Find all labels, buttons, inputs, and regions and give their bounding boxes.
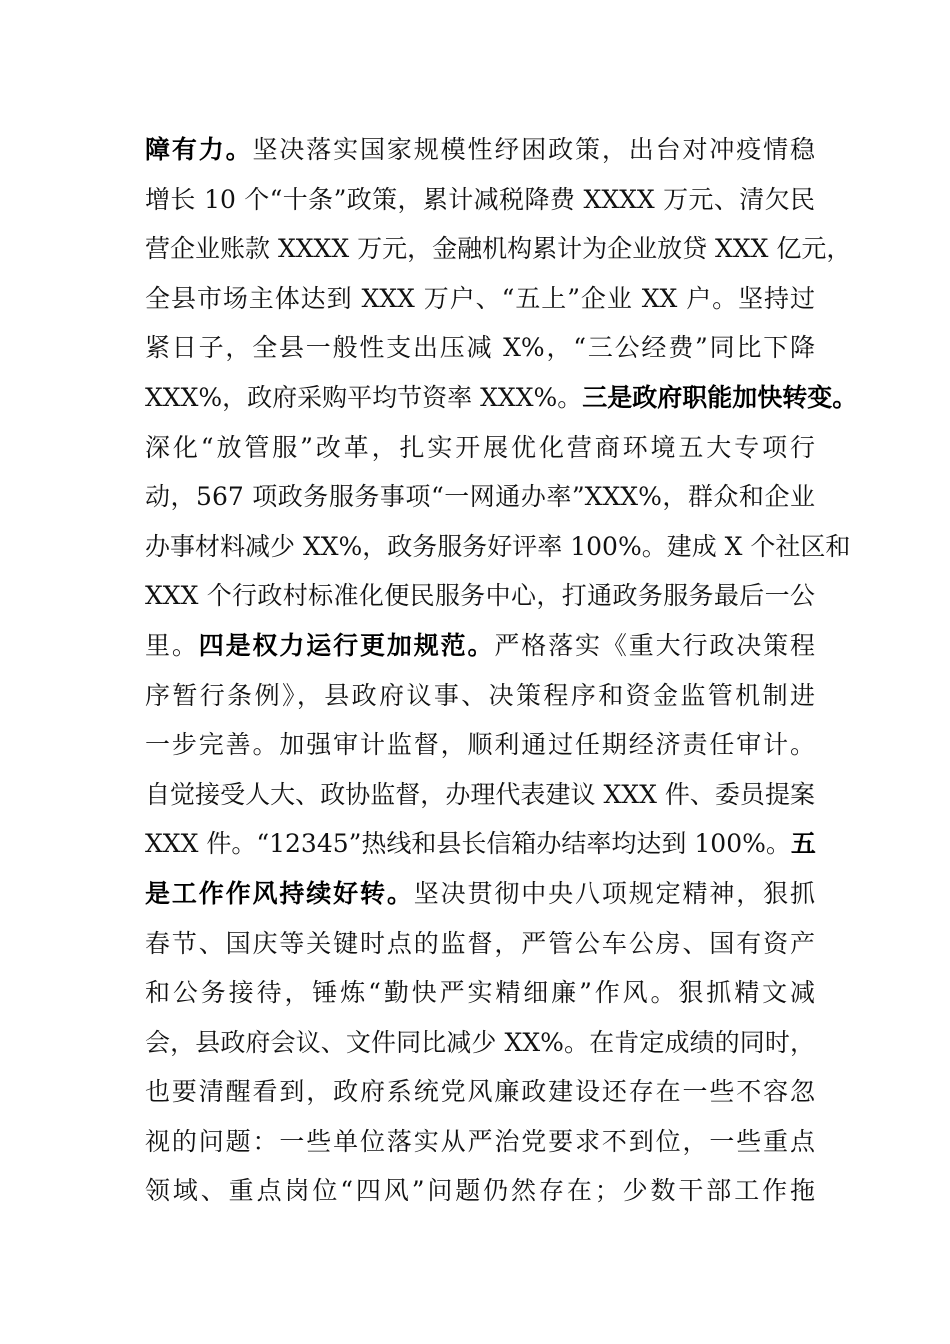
text-line [145,770,815,820]
text-line [145,671,815,721]
body-text: 春节、国庆等关键时点的监督，严管公车公房、国有资产 [145,928,815,958]
body-text: 里。 [145,630,199,660]
document-body [145,125,858,1216]
bold-heading-text: 障有力。 [145,135,253,164]
bold-heading-text: 三是政府职能加快转变。 [582,382,858,412]
text-line [145,522,851,572]
text-line [145,125,815,175]
body-text: 一步完善。加强审计监督，顺利通过任期经济责任审计。 [145,730,815,760]
body-text: 办事材料减少 XX%，政务服务好评率 100%。建成 X 个社区和 [145,531,851,561]
text-line [145,919,815,969]
body-text: 坚决贯彻中央八项规定精神，狠抓 [413,878,815,908]
bold-heading-text: 四是权力运行更加规范。 [198,630,495,660]
body-text: 领域、重点岗位“四风”问题仍然存在；少数干部工作拖 [145,1176,815,1206]
body-text: 营企业账款 XXXX 万元，金融机构累计为企业放贷 XXX 亿元， [145,234,852,264]
text-line [145,968,815,1018]
body-text: 也要清醒看到，政府系统党风廉政建设还存在一些不容忽 [145,1077,815,1107]
body-text: 会，县政府会议、文件同比减少 XX%。在肯定成绩的同时， [145,1027,815,1057]
body-text: XXX%，政府采购平均节资率 XXX%。 [145,382,583,412]
text-line [145,175,815,225]
text-line [145,1166,815,1216]
body-text: 序暂行条例》，县政府议事、决策程序和资金监管机制进 [145,680,815,710]
body-text: XXX 个行政村标准化便民服务中心，打通政务服务最后一公 [145,581,815,611]
body-text: 动，567 项政务服务事项“一网通办率”XXX%，群众和企业 [145,482,815,512]
text-line [145,819,815,869]
body-text: 视的问题：一些单位落实从严治党要求不到位，一些重点 [145,1126,815,1156]
text-line [145,274,815,324]
body-text: 自觉接受人大、政协监督，办理代表建议 XXX 件、委员提案 [145,779,815,809]
text-line [145,224,852,274]
text-line [145,1067,815,1117]
text-line [145,621,815,671]
text-line [145,1117,815,1167]
bold-heading-text: 五 [790,829,816,859]
text-line [145,373,858,423]
text-line [145,869,815,919]
body-text: 坚决落实国家规模性纾困政策，出台对冲疫情稳 [252,135,815,164]
body-text: 全县市场主体达到 XXX 万户、“五上”企业 XX 户。坚持过 [145,283,815,313]
body-text: 和公务接待，锤炼“勤快严实精细廉”作风。狠抓精文减 [145,978,815,1008]
body-text: 深化“放管服”改革，扎实开展优化营商环境五大专项行 [145,432,815,462]
body-text: XXX 件。“12345”热线和县长信箱办结率均达到 100%。 [145,829,791,859]
text-line [145,1018,815,1068]
body-text: 增长 10 个“十条”政策，累计减税降费 XXXX 万元、清欠民 [145,184,815,214]
body-text: 紧日子，全县一般性支出压减 X%，“三公经费”同比下降 [145,333,815,363]
text-line [145,423,815,473]
body-text: 严格落实《重大行政决策程 [494,630,815,660]
text-line [145,323,815,373]
text-line [145,720,815,770]
text-line [145,472,815,522]
bold-heading-text: 是工作作风持续好转。 [145,878,414,908]
text-line [145,571,815,621]
